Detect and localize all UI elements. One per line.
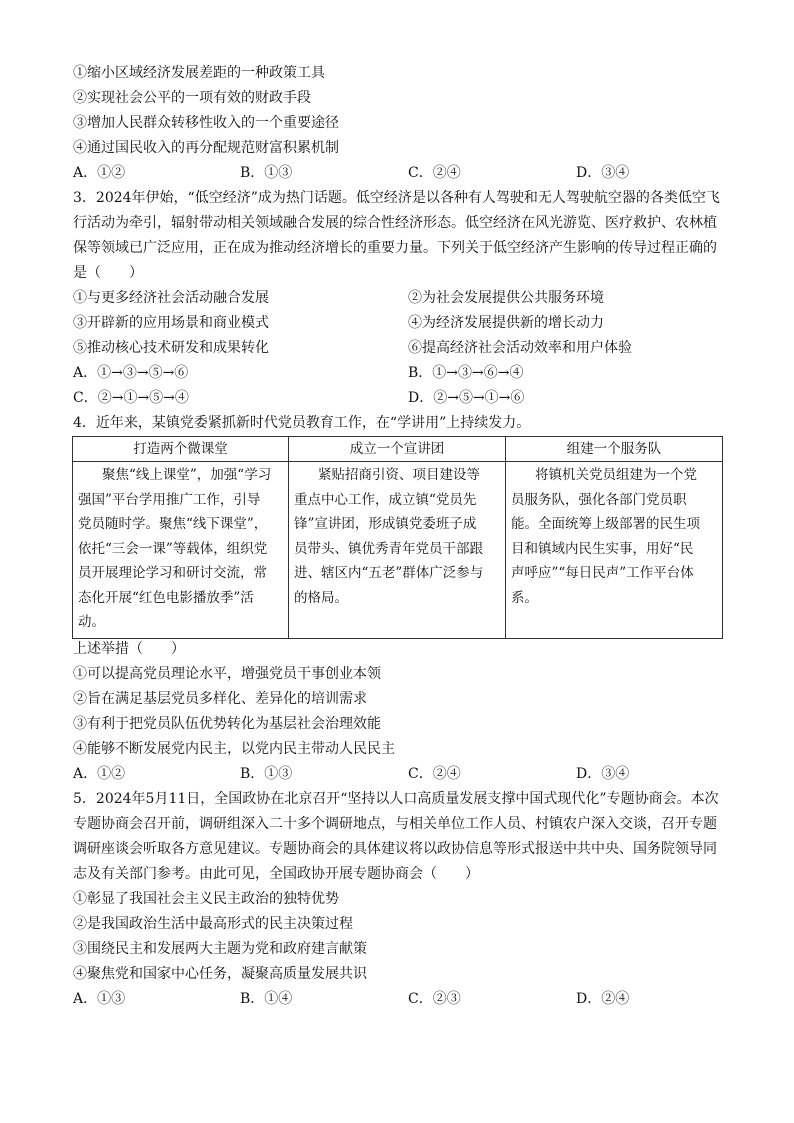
q5-choice-b: B．①④ — [240, 991, 293, 1007]
cell-line: 能。全面统筹上级部署的民生项 — [511, 516, 700, 532]
q4-table — [72, 436, 723, 639]
q5-stem-line-1: 5．2024年5月11日，全国政协在北京召开“坚持以人口高质量发展支撑中国式现代化”专题协商会。本次 — [73, 791, 719, 807]
q5-item-2: ②是我国政治生活中最高形式的民主决策过程 — [73, 916, 353, 932]
cell-line: 员开展理论学习和研讨交流，常 — [78, 565, 267, 581]
cell-line: 态化开展“红色电影播放季”活 — [78, 589, 254, 606]
cell-line: 党员随时学。聚焦“线下课堂”， — [78, 516, 268, 532]
q4-table-header-2: 成立一个宣讲团 — [289, 437, 506, 462]
q2-item-1: ①缩小区域经济发展差距的一种政策工具 — [73, 65, 325, 81]
cell-line: 强国”平台学用推广工作，引导 — [78, 491, 261, 508]
q4-stem: 4．近年来，某镇党委紧抓新时代党员教育工作，在“学讲用”上持续发力。 — [73, 415, 531, 431]
q4-table-cell-3 — [506, 462, 723, 639]
q3-choice-d: D．②→⑤→①→⑥ — [408, 390, 525, 406]
cell-line: 依托“三会一课”等载体，组织党 — [78, 540, 268, 557]
q4-choice-d: D．③④ — [576, 766, 630, 782]
cell-line: 聚焦“线上课堂”，加强“学习 — [102, 467, 272, 483]
cell-line: 将镇机关党员组建为一个党 — [535, 467, 697, 483]
q4-choice-a: A．①② — [73, 766, 126, 782]
q2-item-4: ④通过国民收入的再分配规范财富积累机制 — [73, 140, 339, 156]
cell-line: 动。 — [78, 614, 105, 630]
q5-item-4: ④聚焦党和国家中心任务，凝聚高质量发展共识 — [73, 966, 367, 982]
q5-choice-c: C．②③ — [408, 991, 461, 1007]
cell-line: 的格局。 — [294, 589, 348, 606]
q4-item-4: ④能够不断发展党内民主，以党内民主带动人民民主 — [73, 741, 395, 757]
q3-item-6: ⑥提高经济社会活动效率和用户体验 — [408, 340, 632, 356]
q2-choice-b: B．①③ — [240, 165, 293, 181]
q4-table-cell-1 — [73, 462, 289, 639]
q2-item-2: ②实现社会公平的一项有效的财政手段 — [73, 90, 311, 106]
q5-stem-line-3: 调研座谈会听取各方意见建议。专题协商会的具体建议将以政协信息等形式报送中共中央、国务院领导同 — [73, 841, 717, 857]
q5-stem-line-2: 专题协商会召开前，调研组深入二十多个调研地点，与相关单位工作人员、村镇农户深入交谈，召开专题 — [73, 816, 717, 832]
cell-line: 员服务队，强化各部门党员职 — [511, 491, 687, 508]
q4-table-header-row — [73, 437, 723, 462]
cell-line: 紧贴招商引资、项目建设等 — [318, 467, 480, 483]
q2-choice-c: C．②④ — [408, 165, 461, 181]
q2-item-3: ③增加人民群众转移性收入的一个重要途径 — [73, 115, 339, 131]
q4-choice-c: C．②④ — [408, 766, 461, 782]
q4-table-header-1: 打造两个微课堂 — [73, 437, 289, 462]
q3-choice-b: B．①→③→⑥→④ — [408, 365, 524, 381]
cell-line: 员带头、镇优秀青年党员干部跟 — [294, 540, 483, 557]
q3-item-1: ①与更多经济社会活动融合发展 — [73, 290, 269, 306]
cell-line: 锋”宣讲团，形成镇党委班子成 — [294, 516, 477, 532]
q3-item-2: ②为社会发展提供公共服务环境 — [408, 290, 604, 306]
q3-item-4: ④为经济发展提供新的增长动力 — [408, 315, 604, 331]
q5-stem-line-4: 志及有关部门参考。由此可见，全国政协开展专题协商会（ ） — [73, 866, 479, 882]
q3-stem-line-1: 3．2024年伊始，“低空经济”成为热门话题。低空经济是以各种有人驾驶和无人驾驶航空器的各类低空飞 — [73, 190, 720, 206]
q5-item-1: ①彰显了我国社会主义民主政治的独特优势 — [73, 891, 339, 907]
cell-line: 重点中心工作，成立镇“党员先 — [294, 491, 477, 508]
q4-table-cell-2 — [289, 462, 506, 639]
q4-item-2: ②旨在满足基层党员多样化、差异化的培训需求 — [73, 691, 367, 707]
cell-line: 声呼应”“每日民声”工作平台体 — [511, 565, 694, 581]
q4-question: 上述举措（ ） — [73, 641, 185, 657]
cell-line: 目和镇域内民生实事，用好“民 — [511, 540, 694, 557]
q3-item-3: ③开辟新的应用场景和商业模式 — [73, 315, 269, 331]
q3-item-5: ⑤推动核心技术研发和成果转化 — [73, 340, 269, 356]
q3-stem-line-4: 是（ ） — [73, 265, 143, 281]
q3-stem-line-3: 保等领域已广泛应用，正在成为推动经济增长的重要力量。下列关于低空经济产生影响的传导过程正确的 — [73, 240, 717, 256]
cell-line: 进、辖区内“五老”群体广泛参与 — [294, 565, 484, 581]
q4-item-1: ①可以提高党员理论水平，增强党员干事创业本领 — [73, 666, 381, 682]
q2-choice-d: D．③④ — [576, 165, 630, 181]
q4-table-row — [73, 462, 723, 639]
q3-stem-line-2: 行活动为牵引，辐射带动相关领域融合发展的综合性经济形态。低空经济在风光游览、医疗救护、农林植 — [73, 215, 717, 231]
q4-table-header-3: 组建一个服务队 — [506, 437, 723, 462]
q5-choice-a: A．①③ — [73, 991, 126, 1007]
q4-item-3: ③有利于把党员队伍优势转化为基层社会治理效能 — [73, 716, 381, 732]
q3-choice-a: A．①→③→⑤→⑥ — [73, 365, 189, 381]
cell-line: 系。 — [511, 589, 538, 606]
q5-choice-d: D．②④ — [576, 991, 630, 1007]
q3-choice-c: C．②→①→⑤→④ — [73, 390, 189, 406]
q2-choice-a: A．①② — [73, 165, 126, 181]
q5-item-3: ③围绕民主和发展两大主题为党和政府建言献策 — [73, 941, 367, 957]
q4-choice-b: B．①③ — [240, 766, 293, 782]
